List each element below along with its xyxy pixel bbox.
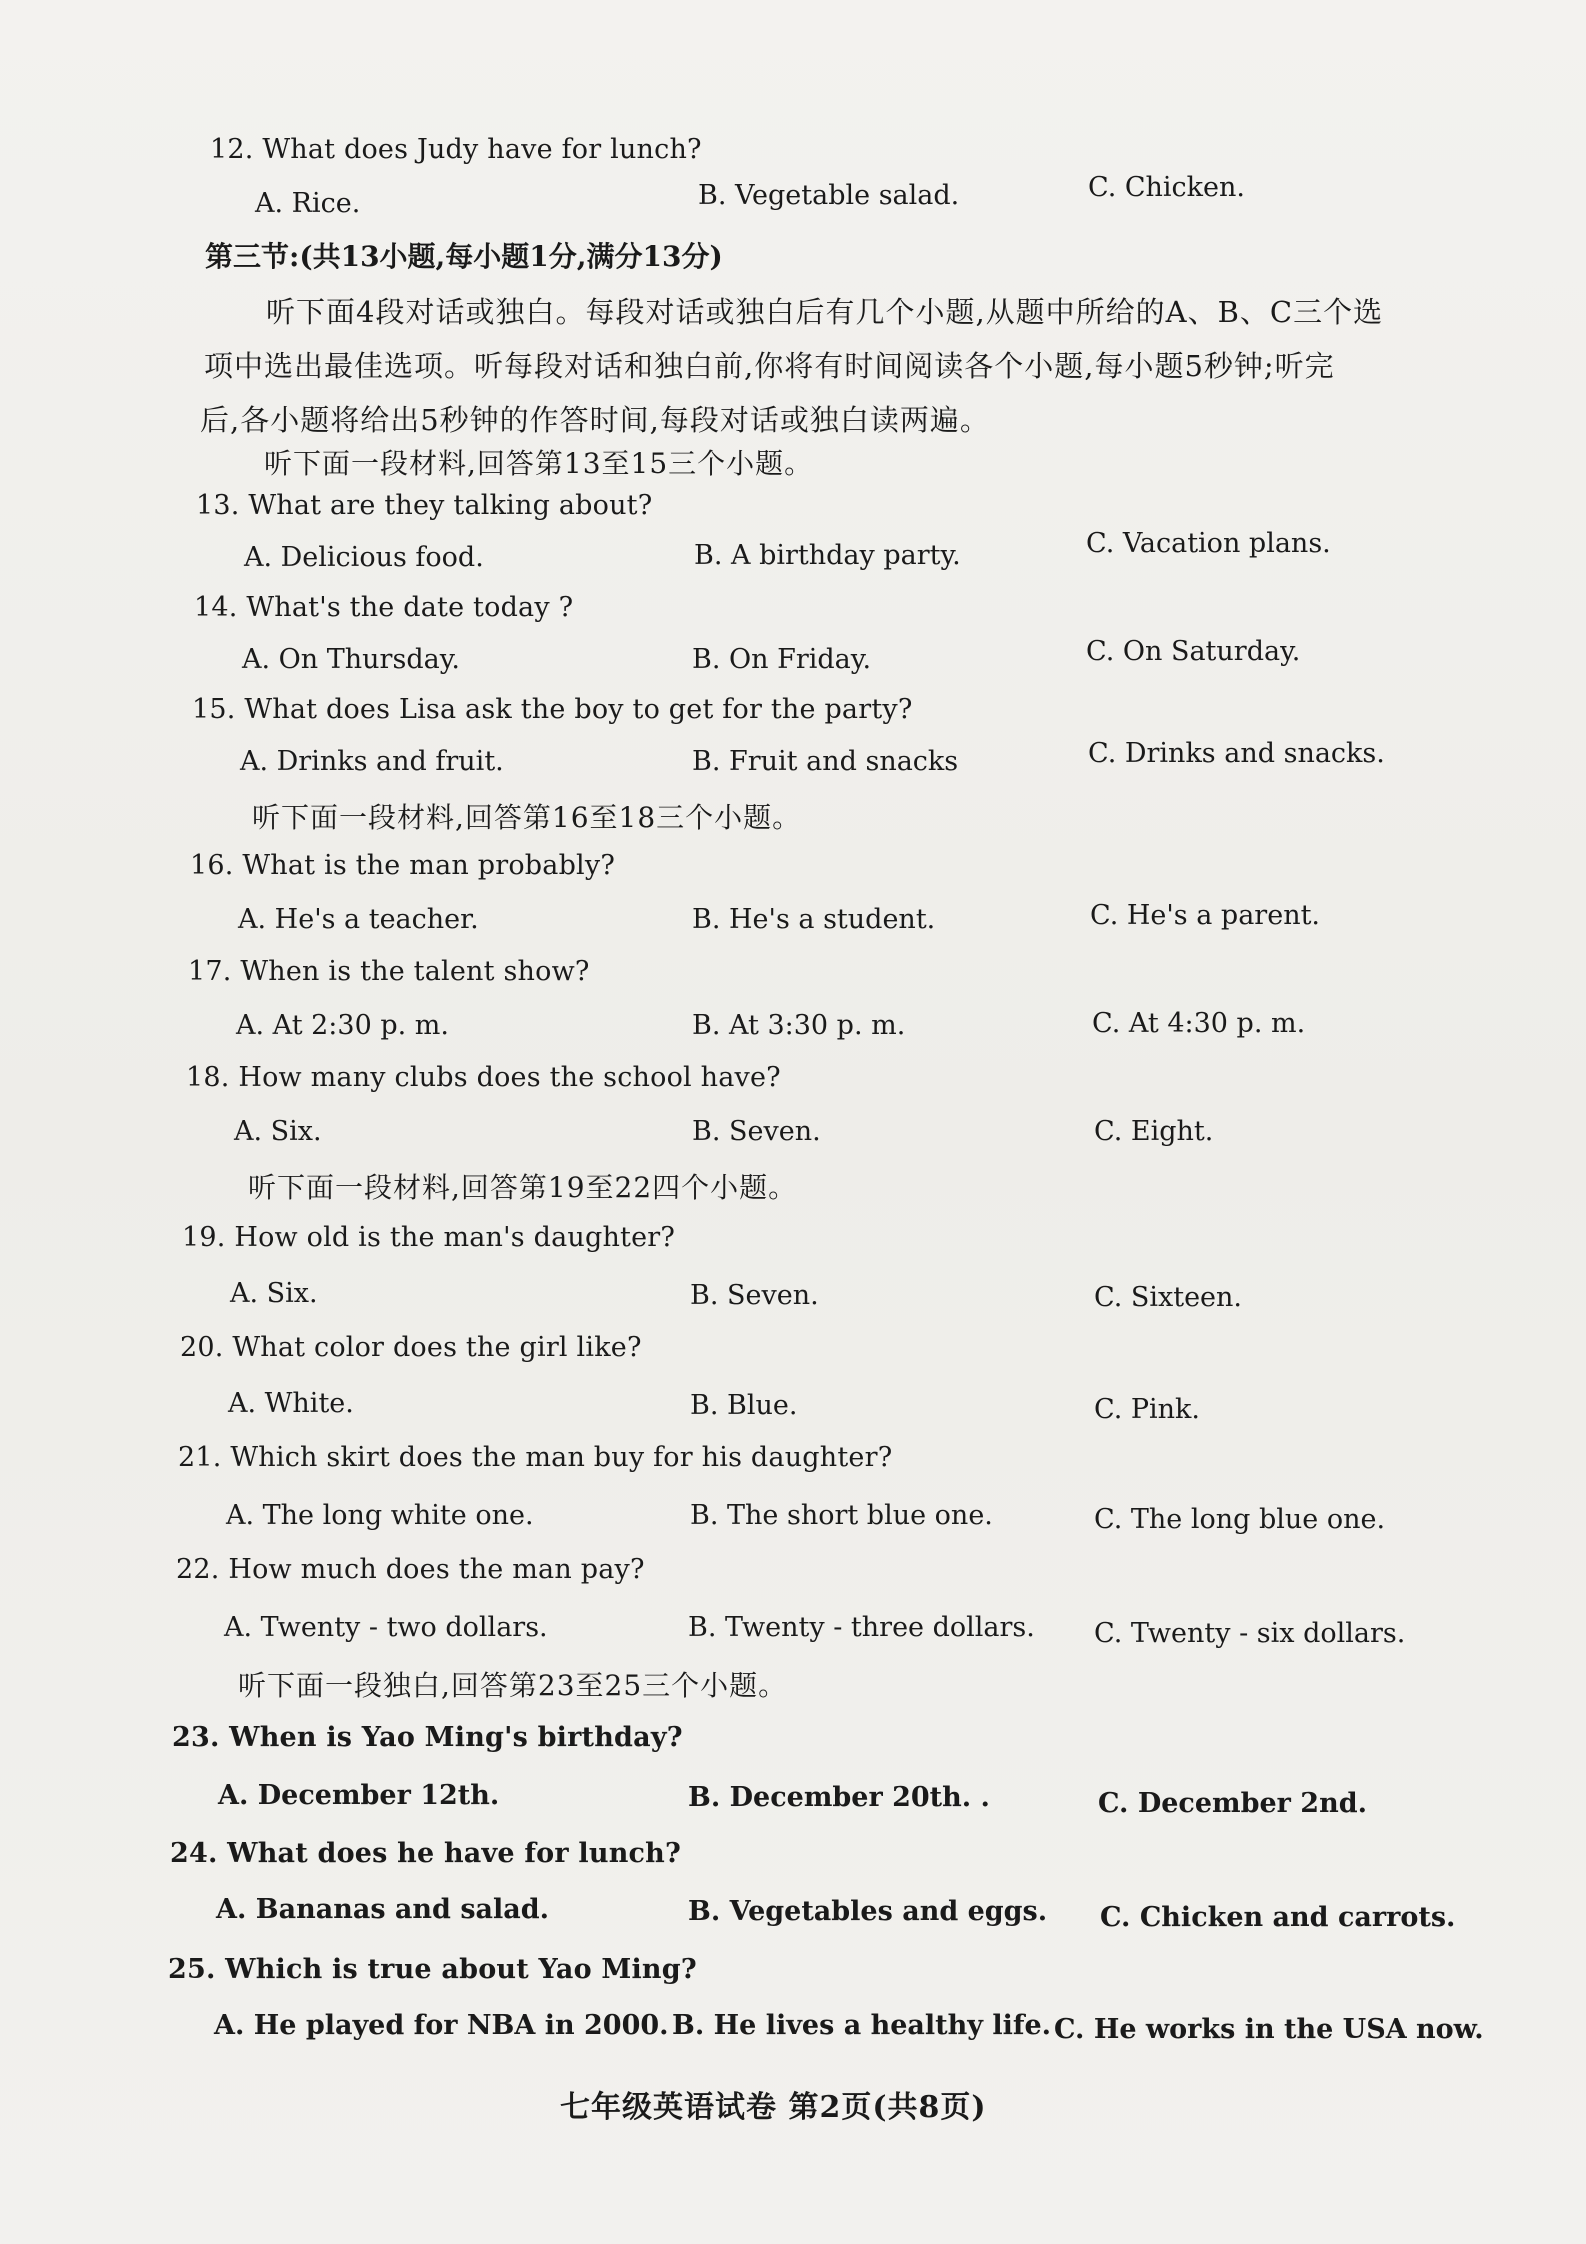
- q17-option-a: A. At 2:30 p. m.: [236, 1010, 449, 1041]
- question-15: 15. What does Lisa ask the boy to get for the party?: [192, 694, 913, 725]
- q23-option-c: C. December 2nd.: [1098, 1788, 1367, 1819]
- q22-option-b: B. Twenty - three dollars.: [688, 1612, 1035, 1643]
- q17-option-b: B. At 3:30 p. m.: [692, 1010, 906, 1041]
- question-25: 25. Which is true about Yao Ming?: [168, 1954, 697, 1985]
- q15-option-b: B. Fruit and snacks: [692, 746, 959, 777]
- section-3-instruction-line-3: 后,各小题将给出5秒钟的作答时间,每段对话或独白读两遍。: [200, 403, 990, 437]
- question-12: 12. What does Judy have for lunch?: [210, 134, 702, 165]
- section-3-instruction-line-2: 项中选出最佳选项。听每段对话和独白前,你将有时间阅读各个小题,每小题5秒钟;听完: [204, 349, 1335, 383]
- q13-option-c: C. Vacation plans.: [1086, 528, 1331, 559]
- q18-option-b: B. Seven.: [692, 1116, 821, 1147]
- q19-option-b: B. Seven.: [690, 1280, 819, 1311]
- question-16: 16. What is the man probably?: [190, 850, 616, 881]
- question-13: 13. What are they talking about?: [196, 490, 653, 521]
- q13-option-b: B. A birthday party.: [694, 540, 961, 571]
- q19-option-c: C. Sixteen.: [1094, 1282, 1242, 1313]
- q13-option-a: A. Delicious food.: [244, 542, 484, 573]
- question-24: 24. What does he have for lunch?: [170, 1838, 682, 1869]
- q12-option-c: C. Chicken.: [1088, 172, 1245, 203]
- question-21: 21. Which skirt does the man buy for his daughter?: [178, 1442, 893, 1473]
- section-3-instruction-line-1: 听下面4段对话或独白。每段对话或独白后有几个小题,从题中所给的A、B、C三个选: [266, 295, 1384, 329]
- group-intro-19-22: 听下面一段材料,回答第19至22四个小题。: [248, 1171, 798, 1204]
- question-14: 14. What's the date today ?: [194, 592, 574, 623]
- q12-option-a: A. Rice.: [255, 188, 361, 219]
- section-3-header: 第三节:(共13小题,每小题1分,满分13分): [205, 240, 723, 273]
- group-intro-16-18: 听下面一段材料,回答第16至18三个小题。: [252, 801, 802, 834]
- q14-option-b: B. On Friday.: [692, 644, 872, 675]
- q20-option-b: B. Blue.: [690, 1390, 798, 1421]
- q25-option-b: B. He lives a healthy life.: [672, 2010, 1052, 2041]
- q23-option-a: A. December 12th.: [218, 1780, 500, 1811]
- question-20: 20. What color does the girl like?: [180, 1332, 642, 1363]
- q16-option-b: B. He's a student.: [692, 904, 936, 935]
- q24-option-c: C. Chicken and carrots.: [1100, 1902, 1456, 1933]
- q22-option-a: A. Twenty - two dollars.: [224, 1612, 548, 1643]
- q22-option-c: C. Twenty - six dollars.: [1094, 1618, 1406, 1649]
- q18-option-a: A. Six.: [234, 1116, 322, 1147]
- q24-option-b: B. Vegetables and eggs.: [688, 1896, 1048, 1927]
- q19-option-a: A. Six.: [230, 1278, 318, 1309]
- q14-option-c: C. On Saturday.: [1086, 636, 1301, 667]
- question-18: 18. How many clubs does the school have?: [186, 1062, 781, 1093]
- q21-option-c: C. The long blue one.: [1094, 1504, 1386, 1535]
- q20-option-c: C. Pink.: [1094, 1394, 1200, 1425]
- q14-option-a: A. On Thursday.: [242, 644, 460, 675]
- q25-option-a: A. He played for NBA in 2000.: [214, 2010, 669, 2041]
- question-19: 19. How old is the man's daughter?: [182, 1222, 676, 1253]
- q18-option-c: C. Eight.: [1094, 1116, 1214, 1147]
- q21-option-b: B. The short blue one.: [690, 1500, 993, 1531]
- q16-option-c: C. He's a parent.: [1090, 900, 1321, 931]
- question-22: 22. How much does the man pay?: [176, 1554, 645, 1585]
- q20-option-a: A. White.: [228, 1388, 354, 1419]
- q17-option-c: C. At 4:30 p. m.: [1092, 1008, 1306, 1039]
- question-23: 23. When is Yao Ming's birthday?: [172, 1722, 683, 1753]
- q12-option-b: B. Vegetable salad.: [698, 180, 960, 211]
- group-intro-13-15: 听下面一段材料,回答第13至15三个小题。: [264, 447, 814, 480]
- q23-option-b: B. December 20th. .: [688, 1782, 990, 1813]
- q15-option-c: C. Drinks and snacks.: [1088, 738, 1385, 769]
- q21-option-a: A. The long white one.: [226, 1500, 534, 1531]
- q16-option-a: A. He's a teacher.: [238, 904, 479, 935]
- page-footer: 七年级英语试卷 第2页(共8页): [560, 2090, 987, 2125]
- q25-option-c: C. He works in the USA now.: [1054, 2014, 1484, 2045]
- question-17: 17. When is the talent show?: [188, 956, 590, 987]
- group-intro-23-25: 听下面一段独白,回答第23至25三个小题。: [238, 1669, 788, 1702]
- q24-option-a: A. Bananas and salad.: [216, 1894, 550, 1925]
- q15-option-a: A. Drinks and fruit.: [240, 746, 504, 777]
